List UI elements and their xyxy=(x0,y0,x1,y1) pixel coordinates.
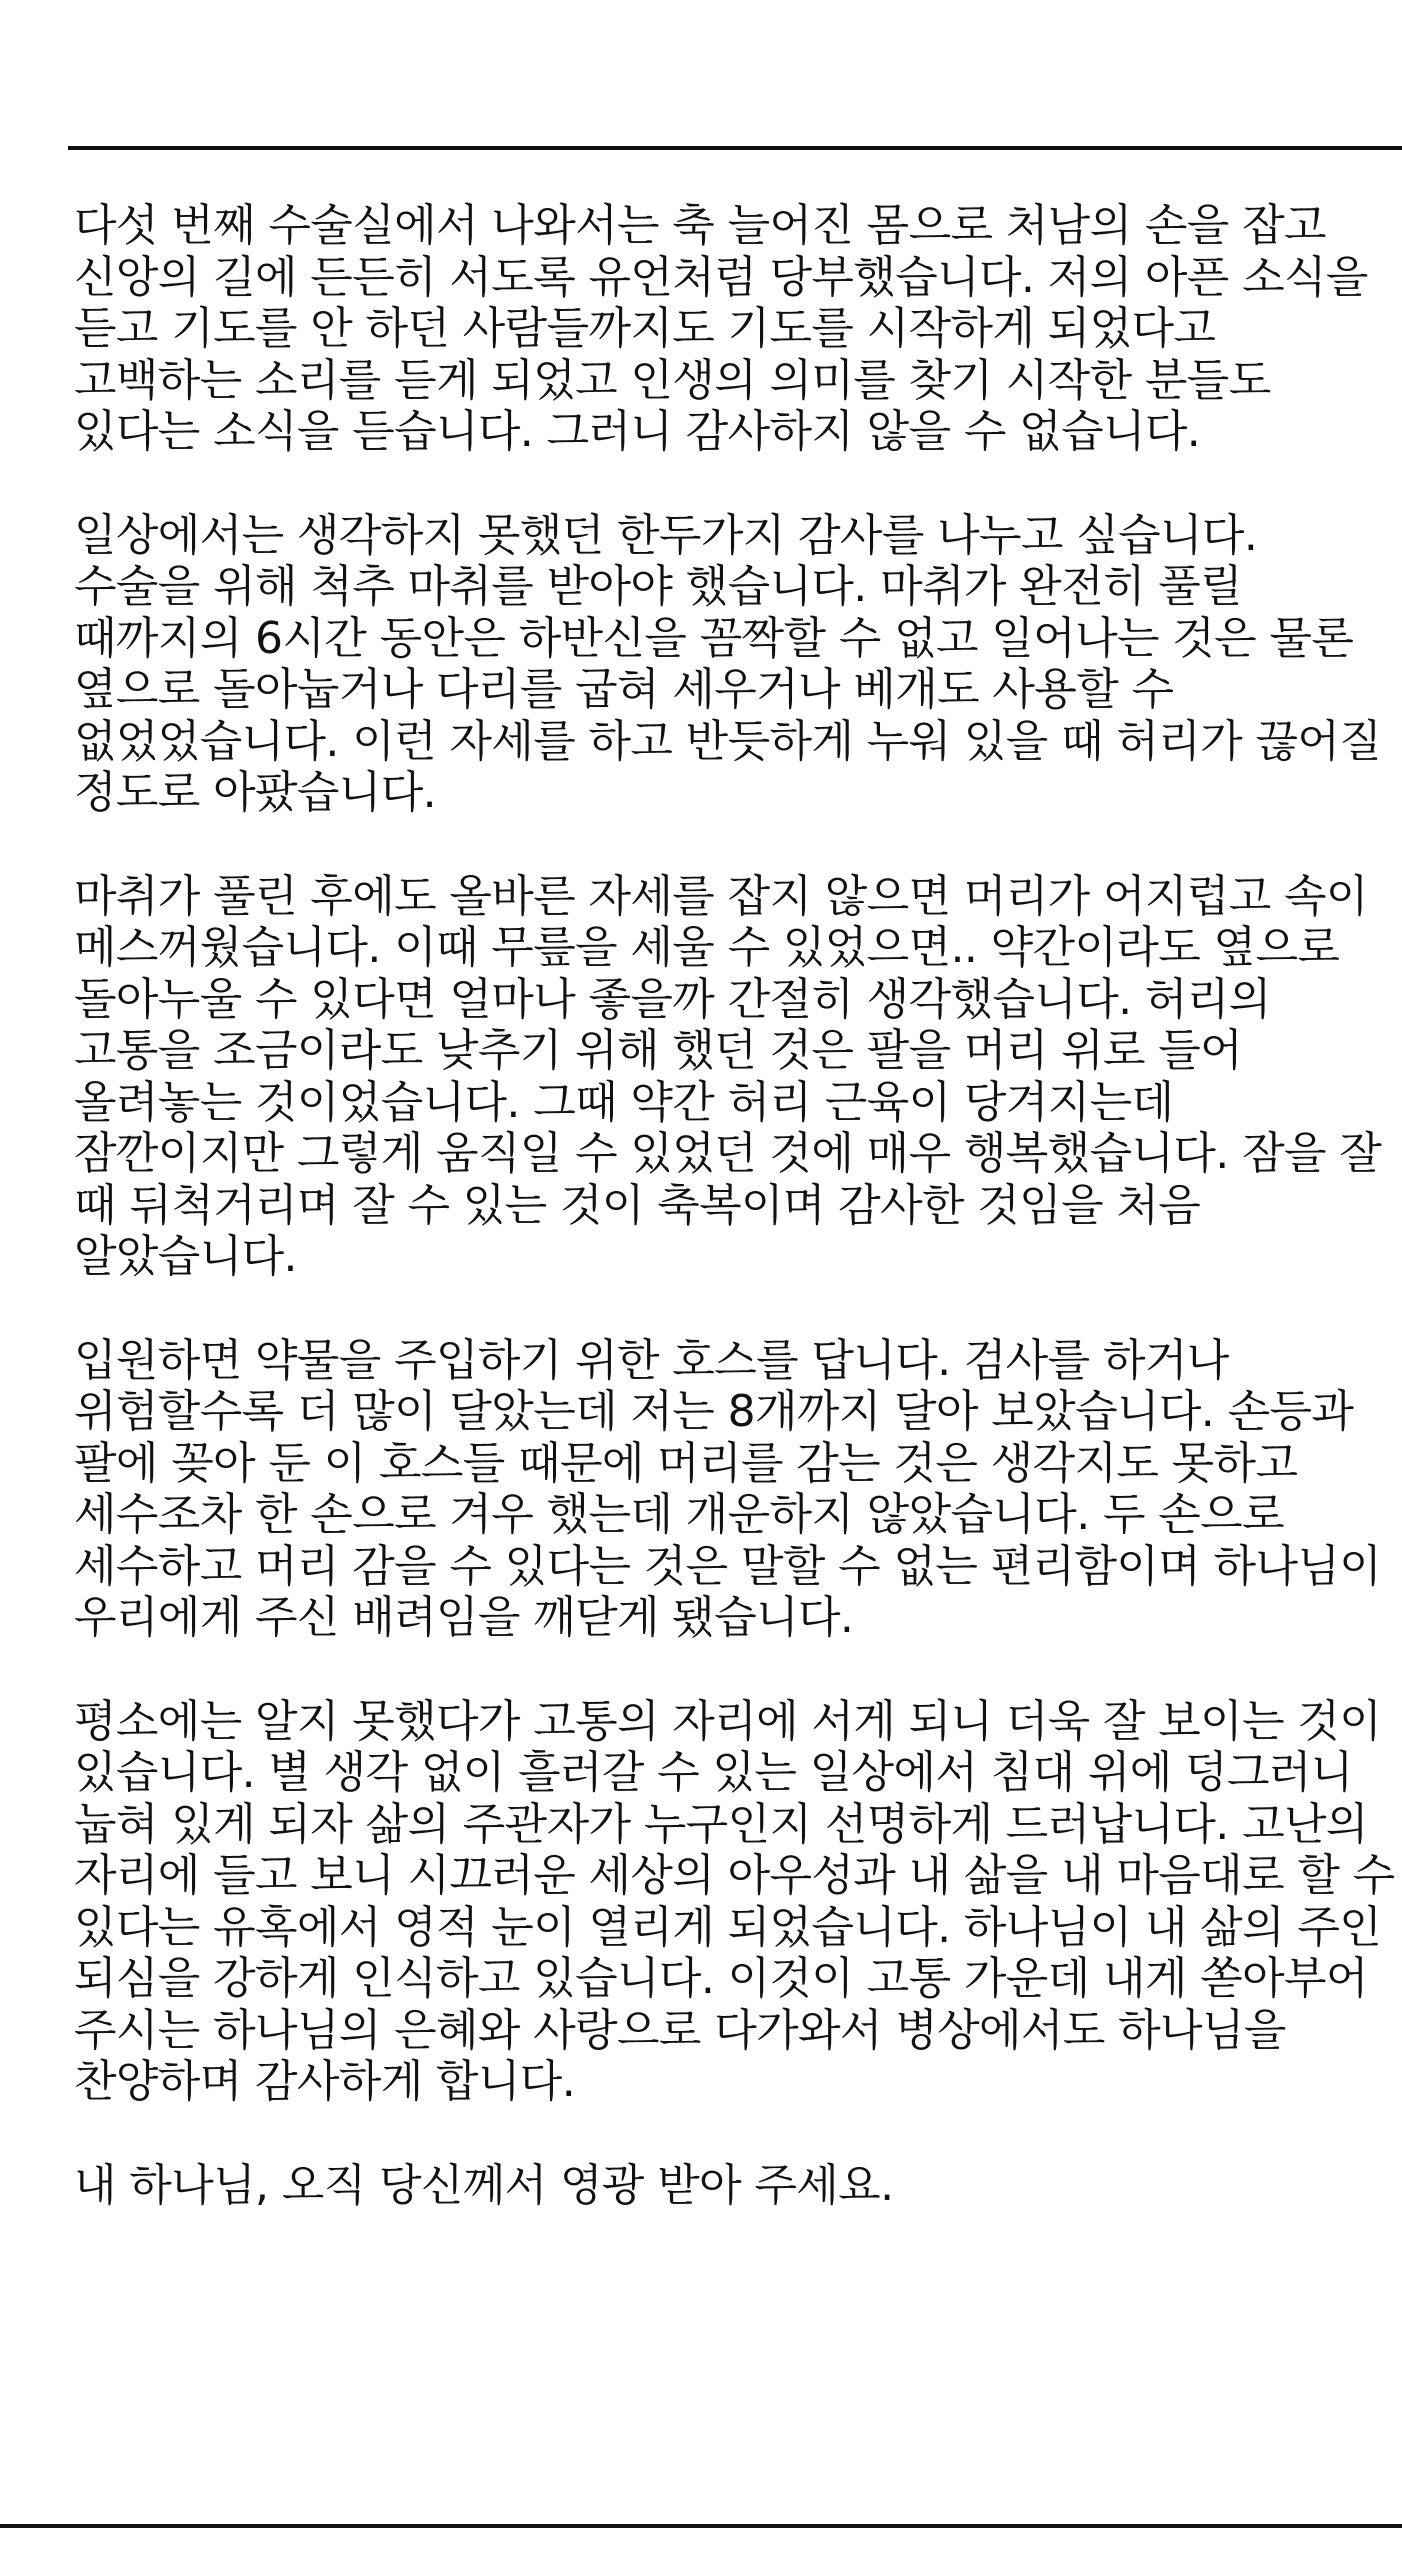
paragraph-1: 다섯 번째 수술실에서 나와서는 축 늘어진 몸으로 처남의 손을 잡고 신앙의 길에 든든히 서도록 유언처럼 당부했습니다. 저의 아픈 소식을 듣고 기도를 안 하던 사람들까지도 기도를 시작하게 되었다고 고백하는 소리를 듣게 되었고 인생의 의미를 찾기 시작한 분들도 있다는 소식을 듣습니다. 그러니 감사하지 않을 수 없습니다. xyxy=(74,200,1368,457)
bottom-divider xyxy=(0,2524,1402,2528)
document-body xyxy=(74,200,1396,2211)
top-divider xyxy=(68,146,1402,150)
paragraph-4: 입원하면 약물을 주입하기 위한 호스를 답니다. 검사를 하거나 위험할수록 더 많이 달았는데 저는 8개까지 달아 보았습니다. 손등과 팔에 꽂아 둔 이 호스들 때문에 머리를 감는 것은 생각지도 못하고 세수조차 한 손으로 겨우 했는데 개운하지 않았습니다. 두 손으로 세수하고 머리 감을 수 있다는 것은 말할 수 없는 편리함이며 하나님이 우리에게 주신 배려임을 깨닫게 됐습니다. xyxy=(74,1334,1382,1643)
paragraph-3: 마취가 풀린 후에도 올바른 자세를 잡지 않으면 머리가 어지럽고 속이 메스꺼웠습니다. 이때 무릎을 세울 수 있었으면.. 약간이라도 옆으로 돌아누울 수 있다면 얼마나 좋을까 간절히 생각했습니다. 허리의 고통을 조금이라도 낮추기 위해 했던 것은 팔을 머리 위로 들어 올려놓는 것이었습니다. 그때 약간 허리 근육이 당겨지는데 잠깐이지만 그렇게 움직일 수 있었던 것에 매우 행복했습니다. 잠을 잘 때 뒤척거리며 잘 수 있는 것이 축복이며 감사한 것임을 처음 알았습니다. xyxy=(74,870,1382,1282)
closing-prayer: 내 하나님, 오직 당신께서 영광 받아 주세요. xyxy=(74,2159,894,2211)
paragraph-2: 일상에서는 생각하지 못했던 한두가지 감사를 나누고 싶습니다. 수술을 위해 척추 마취를 받아야 했습니다. 마취가 완전히 풀릴 때까지의 6시간 동안은 하반신을 꼼짝할 수 없고 일어나는 것은 물론 옆으로 돌아눕거나 다리를 굽혀 세우거나 베개도 사용할 수 없었었습니다. 이런 자세를 하고 반듯하게 누워 있을 때 허리가 끊어질 정도로 아팠습니다. xyxy=(74,509,1382,818)
paragraph-5: 평소에는 알지 못했다가 고통의 자리에 서게 되니 더욱 잘 보이는 것이 있습니다. 별 생각 없이 흘러갈 수 있는 일상에서 침대 위에 덩그러니 눕혀 있게 되자 삶의 주관자가 누구인지 선명하게 드러납니다. 고난의 자리에 들고 보니 시끄러운 세상의 아우성과 내 삶을 내 마음대로 할 수 있다는 유혹에서 영적 눈이 열리게 되었습니다. 하나님이 내 삶의 주인 되심을 강하게 인식하고 있습니다. 이것이 고통 가운데 내게 쏟아부어 주시는 하나님의 은혜와 사랑으로 다가와서 병상에서도 하나님을 찬양하며 감사하게 합니다. xyxy=(74,1695,1395,2107)
